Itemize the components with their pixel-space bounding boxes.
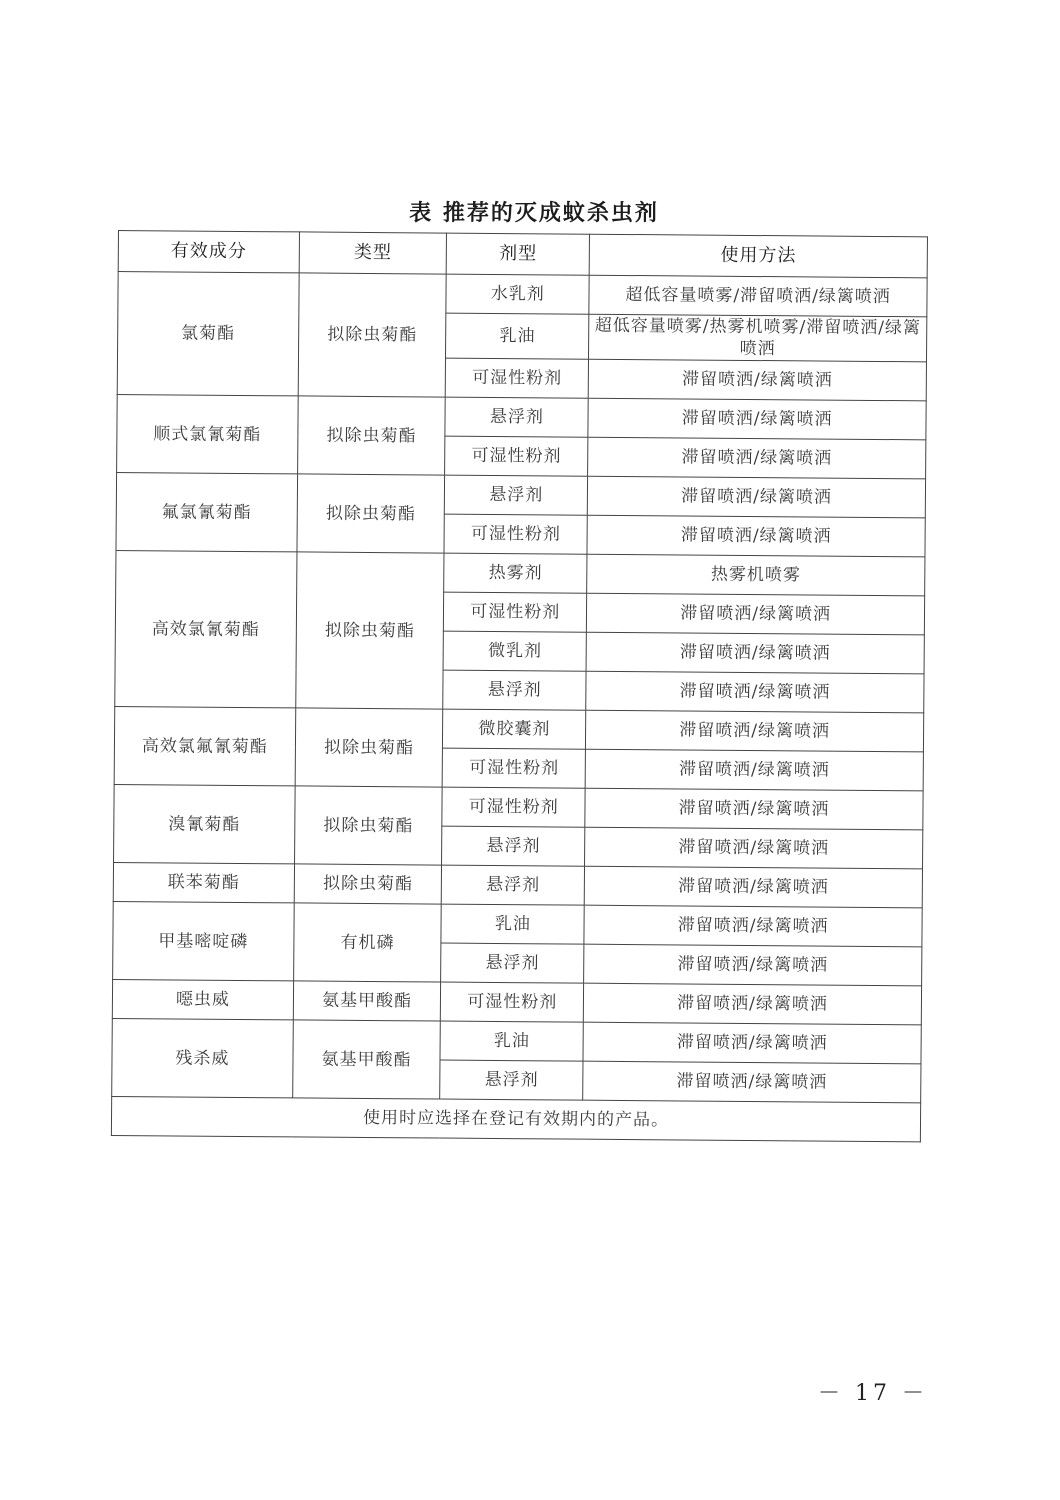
page-number: － 17 － bbox=[818, 1381, 928, 1406]
table-row bbox=[117, 394, 926, 439]
cell-method: 滞留喷洒/绿篱喷洒 bbox=[586, 632, 924, 674]
cell-form: 乳油 bbox=[440, 1021, 583, 1061]
cell-ingredient: 残杀威 bbox=[112, 1018, 293, 1097]
header-type: 类型 bbox=[299, 232, 447, 274]
cell-method: 滞留喷洒/绿篱喷洒 bbox=[585, 788, 923, 830]
cell-ingredient: 高效氯氰菊酯 bbox=[115, 550, 297, 707]
cell-type: 拟除虫菊酯 bbox=[297, 474, 445, 553]
cell-method: 滞留喷洒/绿篱喷洒 bbox=[586, 671, 924, 713]
cell-ingredient: 顺式氯氰菊酯 bbox=[117, 394, 298, 473]
cell-method: 滞留喷洒/绿篱喷洒 bbox=[586, 710, 924, 752]
cell-type: 拟除虫菊酯 bbox=[295, 708, 443, 787]
cell-type: 拟除虫菊酯 bbox=[296, 552, 445, 709]
cell-method: 滞留喷洒/绿篱喷洒 bbox=[583, 1022, 921, 1064]
cell-form: 可湿性粉剂 bbox=[444, 514, 587, 554]
cell-form: 可湿性粉剂 bbox=[442, 787, 585, 827]
cell-form: 可湿性粉剂 bbox=[446, 358, 589, 398]
cell-form: 悬浮剂 bbox=[442, 826, 585, 866]
table-row bbox=[112, 979, 921, 1024]
cell-method: 滞留喷洒/绿篱喷洒 bbox=[587, 515, 925, 557]
cell-type: 拟除虫菊酯 bbox=[294, 864, 442, 904]
note-row bbox=[111, 1096, 920, 1141]
header-row bbox=[118, 231, 927, 278]
table-row bbox=[116, 472, 925, 517]
cell-method: 滞留喷洒/绿篱喷洒 bbox=[584, 983, 922, 1025]
cell-method: 滞留喷洒/绿篱喷洒 bbox=[587, 593, 925, 635]
table-title: 表 推荐的灭成蚊杀虫剂 bbox=[409, 201, 659, 226]
cell-ingredient: 甲基嘧啶磷 bbox=[113, 901, 294, 980]
cell-method: 热雾机喷雾 bbox=[587, 554, 925, 596]
cell-method: 滞留喷洒/绿篱喷洒 bbox=[588, 398, 926, 440]
table-row bbox=[116, 550, 925, 595]
cell-type: 氨基甲酸酯 bbox=[293, 1020, 441, 1099]
cell-ingredient: 氟氯氰菊酯 bbox=[116, 472, 297, 551]
cell-type: 氨基甲酸酯 bbox=[293, 981, 441, 1021]
cell-form: 水乳剂 bbox=[446, 274, 589, 314]
cell-method: 超低容量喷雾/滞留喷洒/绿篱喷洒 bbox=[589, 275, 927, 317]
cell-method: 超低容量喷雾/热雾机喷雾/滞留喷洒/绿篱喷洒 bbox=[589, 314, 927, 362]
table-row bbox=[114, 706, 923, 751]
insecticide-table bbox=[111, 230, 928, 1142]
header-method: 使用方法 bbox=[589, 234, 927, 278]
cell-form: 悬浮剂 bbox=[445, 475, 588, 515]
cell-method: 滞留喷洒/绿篱喷洒 bbox=[588, 476, 926, 518]
table-row bbox=[113, 901, 922, 946]
cell-method: 滞留喷洒/绿篱喷洒 bbox=[588, 359, 926, 401]
table-row bbox=[112, 1018, 921, 1063]
cell-form: 悬浮剂 bbox=[442, 865, 585, 905]
cell-method: 滞留喷洒/绿篱喷洒 bbox=[584, 944, 922, 986]
cell-form: 可湿性粉剂 bbox=[441, 982, 584, 1022]
cell-type: 拟除虫菊酯 bbox=[298, 273, 447, 397]
cell-ingredient: 氯菊酯 bbox=[117, 272, 299, 396]
cell-method: 滞留喷洒/绿篱喷洒 bbox=[585, 749, 923, 791]
cell-type: 拟除虫菊酯 bbox=[297, 396, 445, 475]
cell-form: 悬浮剂 bbox=[443, 670, 586, 710]
cell-type: 有机磷 bbox=[293, 903, 441, 982]
cell-type: 拟除虫菊酯 bbox=[294, 786, 442, 865]
cell-ingredient: 联苯菊酯 bbox=[113, 862, 294, 902]
cell-method: 滞留喷洒/绿篱喷洒 bbox=[584, 866, 922, 908]
cell-ingredient: 溴氰菊酯 bbox=[114, 784, 295, 863]
cell-form: 微胶囊剂 bbox=[443, 709, 586, 749]
cell-method: 滞留喷洒/绿篱喷洒 bbox=[584, 905, 922, 947]
cell-ingredient: 噁虫威 bbox=[112, 979, 293, 1019]
cell-form: 可湿性粉剂 bbox=[444, 592, 587, 632]
table-note: 使用时应选择在登记有效期内的产品。 bbox=[111, 1096, 920, 1141]
cell-form: 悬浮剂 bbox=[441, 943, 584, 983]
cell-form: 可湿性粉剂 bbox=[445, 436, 588, 476]
table-row bbox=[114, 784, 923, 829]
cell-form: 乳油 bbox=[446, 313, 589, 359]
cell-method: 滞留喷洒/绿篱喷洒 bbox=[588, 437, 926, 479]
cell-method: 滞留喷洒/绿篱喷洒 bbox=[585, 827, 923, 869]
table-row bbox=[118, 272, 927, 317]
table-row bbox=[113, 862, 922, 907]
table-body bbox=[111, 272, 927, 1142]
cell-form: 微乳剂 bbox=[443, 631, 586, 671]
cell-form: 悬浮剂 bbox=[445, 397, 588, 437]
cell-form: 悬浮剂 bbox=[440, 1060, 583, 1100]
cell-form: 乳油 bbox=[441, 904, 584, 944]
cell-form: 热雾剂 bbox=[444, 553, 587, 593]
cell-ingredient: 高效氯氟氰菊酯 bbox=[114, 706, 295, 785]
cell-form: 可湿性粉剂 bbox=[443, 748, 586, 788]
header-form: 剂型 bbox=[447, 233, 590, 275]
header-ingredient: 有效成分 bbox=[118, 231, 299, 273]
cell-method: 滞留喷洒/绿篱喷洒 bbox=[583, 1061, 921, 1103]
